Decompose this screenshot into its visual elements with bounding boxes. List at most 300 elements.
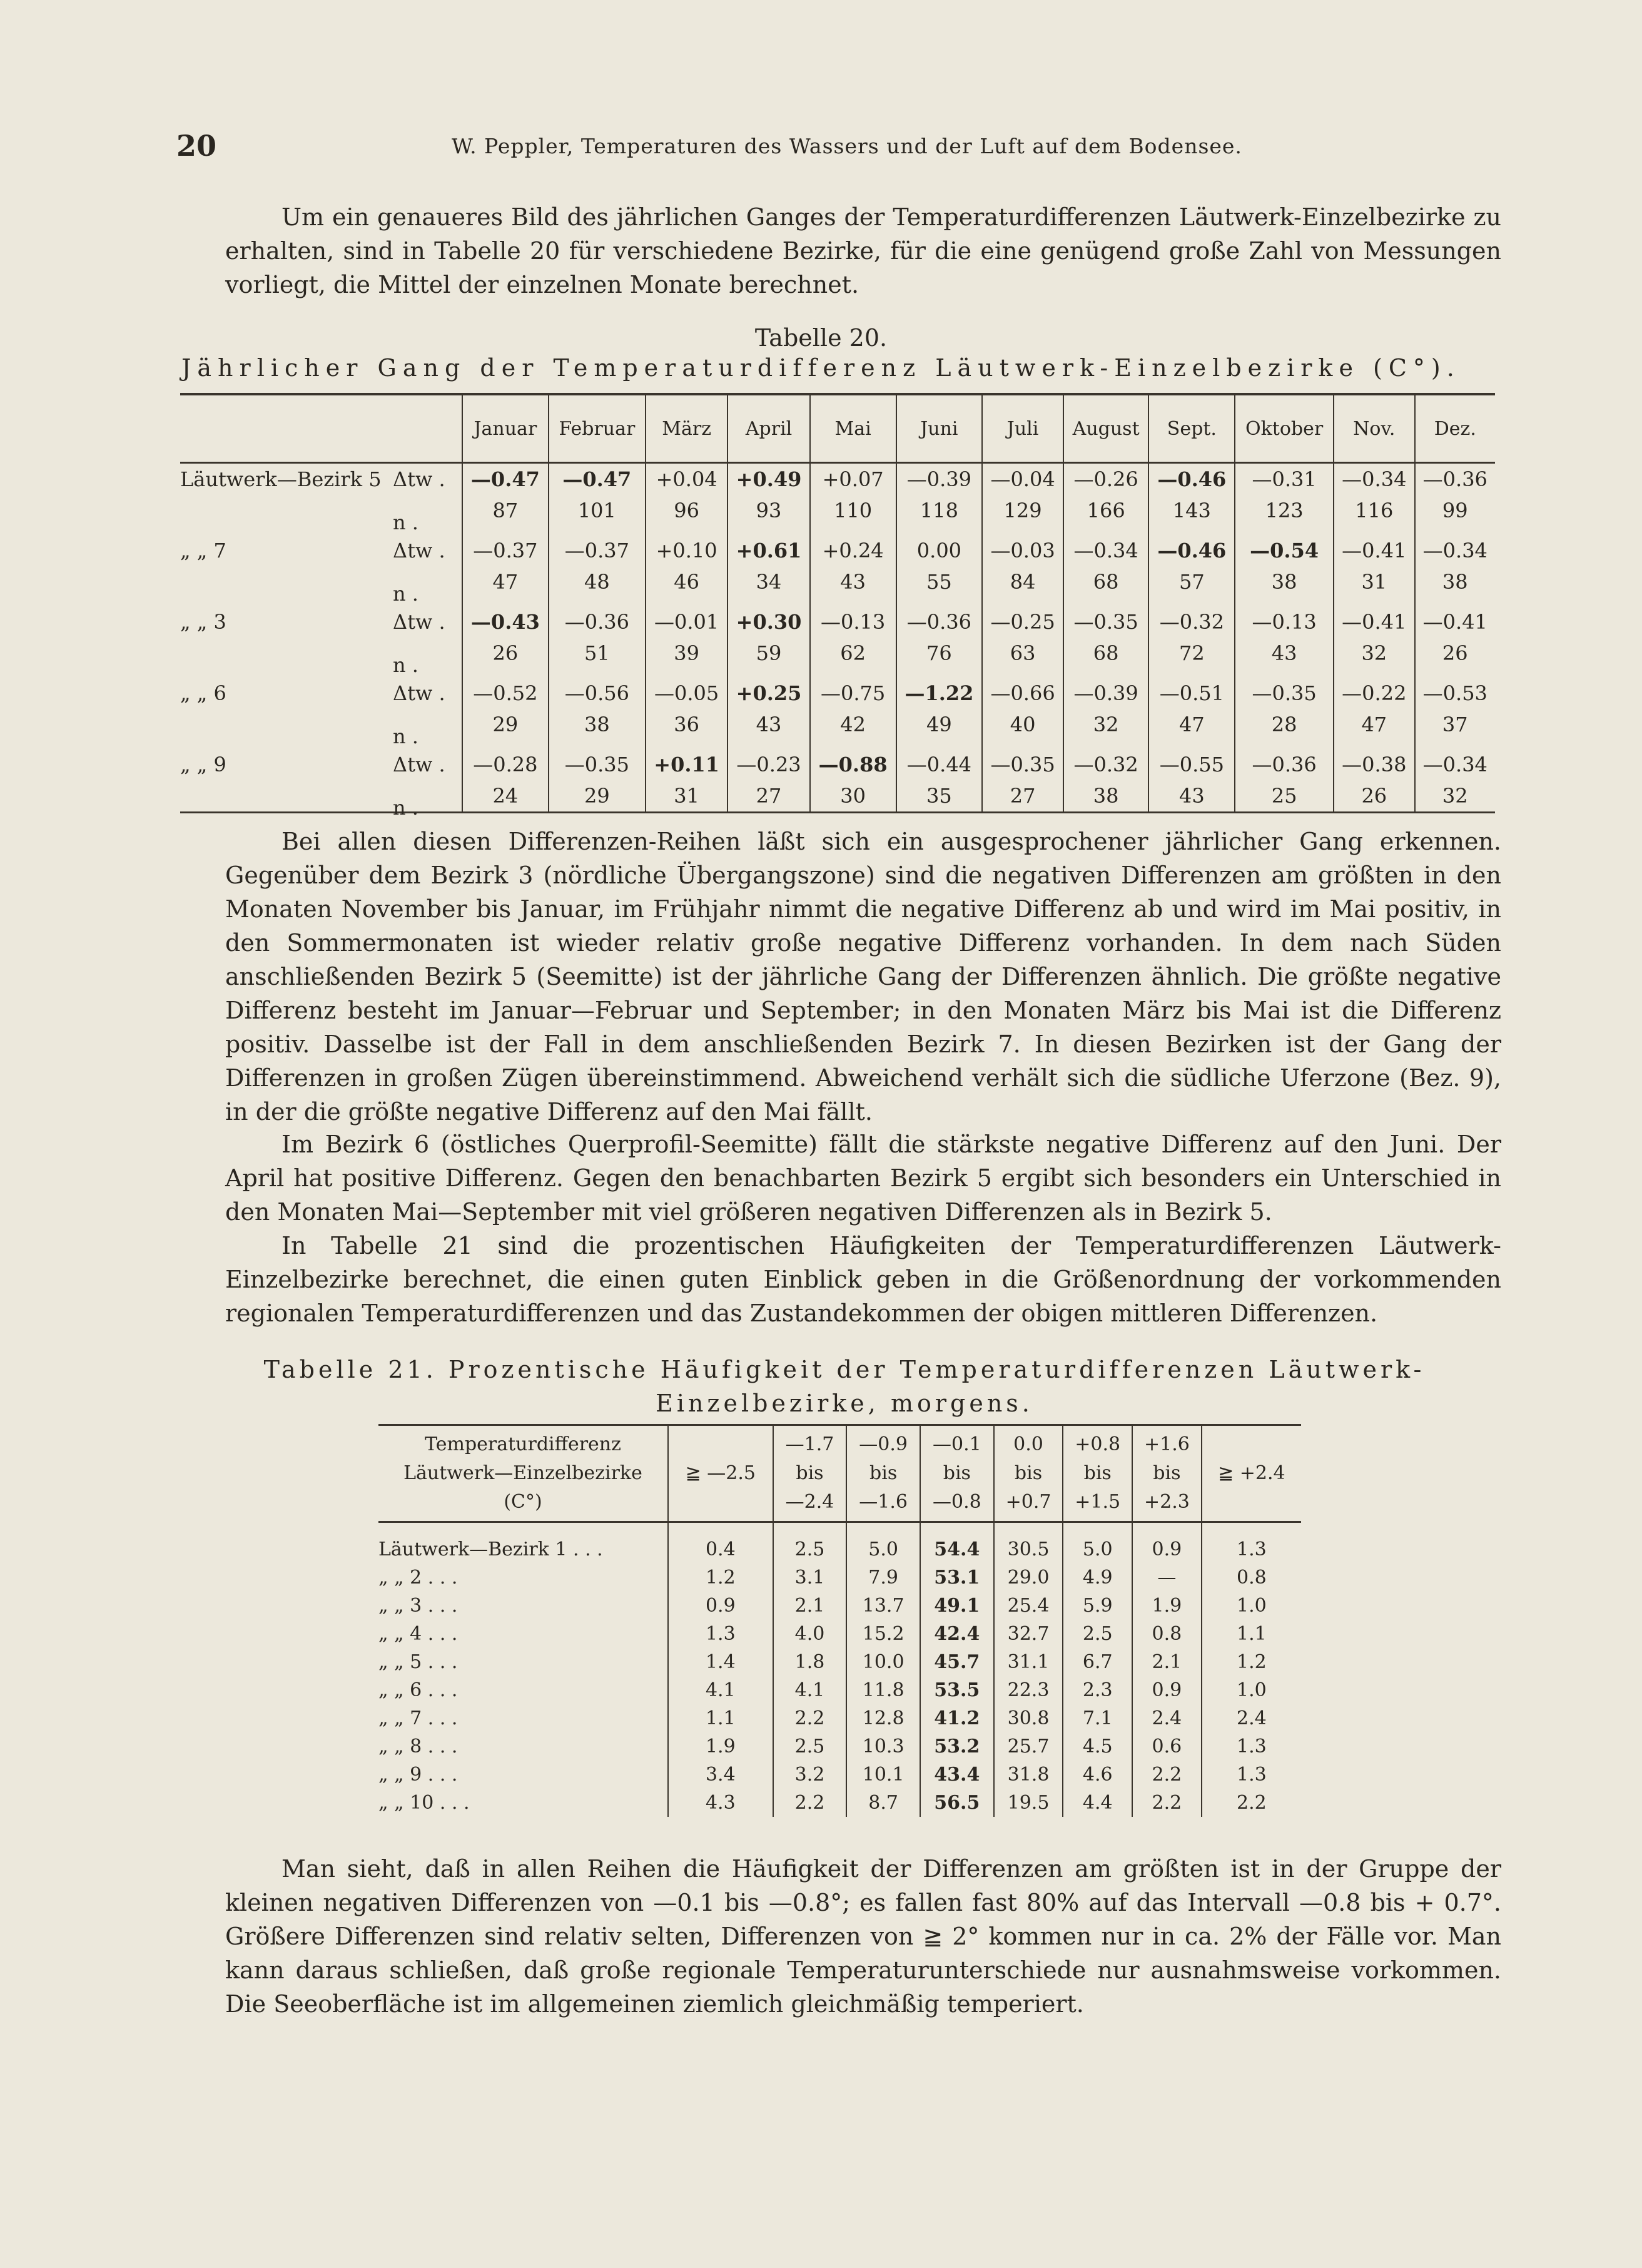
column-header-line: bis — [869, 1462, 898, 1484]
table21-column-header — [1132, 1425, 1202, 1522]
column-header-line: ≧ —2.5 — [685, 1462, 756, 1484]
table20-month-header: Mai — [810, 394, 896, 463]
table20-cell: —0.13 — [1235, 598, 1334, 638]
table20-cell: 42 — [810, 709, 896, 740]
table21-cell: 45.7 — [920, 1648, 994, 1676]
table20-row-label — [180, 495, 462, 534]
paragraph-1: Bei allen diesen Differenzen-Reihen läßt sich ein ausgesprochener jährlicher Gang erkennen. Gegenüber dem Bezirk 3 (nördliche Übergangszone) sind die negativen Differenzen am größten in den Monaten November bis Januar, im Frühjahr nimmt die negative Differenz ab und wird im Mai positiv, in den Sommermonaten ist wieder relativ große negative Differenz vorhanden. In dem nach Süden anschließenden Bezirk 5 (Seemitte) ist der jährliche Gang der Differenzen ähnlich. Die größte negative Differenz besteht im Januar—Februar und September; in den Monaten März bis Mai ist die Differenz positiv. Dasselbe ist der Fall in dem anschließenden Bezirk 7. In diesen Bezirken ist der Gang der Differenzen in großen Zügen übereinstimmend. Abweichend verhält sich die südliche Uferzone (Bez. 9), in der die größte negative Differenz auf den Mai fällt. — [225, 828, 1501, 1126]
table20-cell: —0.26 — [1063, 463, 1149, 496]
table20-cell: 38 — [1415, 566, 1495, 598]
district-label: „ „ 6 — [180, 681, 226, 705]
district-label: „ „ 3 — [180, 610, 226, 634]
table21-cell: 7.1 — [1063, 1704, 1132, 1732]
table20-cell: 166 — [1063, 495, 1149, 526]
table20-cell: 47 — [1334, 709, 1415, 740]
table21-cell: 5.0 — [1063, 1522, 1132, 1564]
table21-cell: 31.1 — [994, 1648, 1063, 1676]
table20-month-header: Januar — [462, 394, 549, 463]
table20-cell: 76 — [896, 638, 983, 669]
table20-cell: 32 — [1334, 638, 1415, 669]
table20-cell: 57 — [1148, 566, 1235, 598]
column-header-line: bis — [943, 1462, 971, 1484]
table20-month-header: Juni — [896, 394, 983, 463]
table20-cell: —0.34 — [1415, 526, 1495, 566]
table21-cell: 6.7 — [1063, 1648, 1132, 1676]
table21-cell: 0.8 — [1202, 1564, 1301, 1592]
table21-column-header — [920, 1425, 994, 1522]
table21-row-label: „ „ 8 . . . — [378, 1736, 458, 1757]
table21-stub-header — [378, 1425, 668, 1522]
table20-cell: +0.04 — [646, 463, 727, 496]
table21-cell: 25.4 — [994, 1592, 1063, 1620]
table21-row — [378, 1564, 1301, 1592]
table21-cell: 4.1 — [773, 1676, 847, 1704]
table20-cell: 93 — [727, 495, 809, 526]
table20-cell: 31 — [646, 780, 727, 813]
table21-row-label: „ „ 3 . . . — [378, 1595, 458, 1617]
table21-cell: 4.5 — [1063, 1732, 1132, 1761]
table21-row — [378, 1648, 1301, 1676]
table20-cell: 116 — [1334, 495, 1415, 526]
table20-row-label — [180, 526, 462, 566]
table21-cell: 1.3 — [1202, 1522, 1301, 1564]
table21-row — [378, 1704, 1301, 1732]
row-kind-label: Δtw . — [393, 467, 445, 491]
table21-cell: 43.4 — [920, 1761, 994, 1789]
page-number: 20 — [176, 129, 217, 163]
column-header-line: ≧ +2.4 — [1218, 1462, 1285, 1484]
table20-cell: —0.22 — [1334, 669, 1415, 709]
table20-cell: 28 — [1235, 709, 1334, 740]
table20-month-header: März — [646, 394, 727, 463]
table21-cell: 4.9 — [1063, 1564, 1132, 1592]
table21-cell: 30.5 — [994, 1522, 1063, 1564]
table21-cell: 1.9 — [668, 1732, 773, 1761]
table21-cell: 0.6 — [1132, 1732, 1202, 1761]
column-header-line: +1.6 — [1143, 1433, 1190, 1455]
table20-header-row — [180, 394, 1495, 463]
row-kind-label: Δtw . — [393, 539, 445, 562]
stub-header-line: Temperaturdifferenz — [425, 1433, 621, 1455]
table21-cell: 8.7 — [846, 1789, 920, 1817]
table20-month-header: Oktober — [1235, 394, 1334, 463]
row-kind-label: Δtw . — [393, 753, 445, 776]
table20-cell: +0.61 — [727, 526, 809, 566]
table20-cell: —0.34 — [1334, 463, 1415, 496]
table21-cell: 1.3 — [1202, 1732, 1301, 1761]
table21-cell: 19.5 — [994, 1789, 1063, 1817]
table21-cell: 0.9 — [668, 1592, 773, 1620]
table20-cell: 38 — [1235, 566, 1334, 598]
table20-cell: —0.35 — [1235, 669, 1334, 709]
column-header-line: bis — [1014, 1462, 1043, 1484]
table21-cell: 15.2 — [846, 1620, 920, 1648]
table20-cell: 29 — [549, 780, 646, 813]
table20-row-n — [180, 780, 1495, 813]
table21-cell: 1.1 — [1202, 1620, 1301, 1648]
column-header-line: —1.6 — [859, 1491, 908, 1513]
table20-cell: 129 — [982, 495, 1063, 526]
table21-cell: 0.4 — [668, 1522, 773, 1564]
table20-cell: —0.54 — [1235, 526, 1334, 566]
table20-month-header: Nov. — [1334, 394, 1415, 463]
table21-cell: 12.8 — [846, 1704, 920, 1732]
table21-cell: 3.1 — [773, 1564, 847, 1592]
table21-cell: 1.2 — [1202, 1648, 1301, 1676]
table20-cell: —0.04 — [982, 463, 1063, 496]
table21-column-header — [1202, 1425, 1301, 1522]
table20-cell: —0.36 — [1415, 463, 1495, 496]
table20-month-header: Juli — [982, 394, 1063, 463]
table21-cell: 2.3 — [1063, 1676, 1132, 1704]
table21-cell: 5.0 — [846, 1522, 920, 1564]
column-header-line: +0.7 — [1005, 1491, 1052, 1513]
table21-cell: 2.2 — [1132, 1789, 1202, 1817]
table20-cell: —0.66 — [982, 669, 1063, 709]
table21-cell: 2.2 — [773, 1789, 847, 1817]
table20-cell: —0.43 — [462, 598, 549, 638]
table-20 — [180, 393, 1495, 820]
table20-cell: 110 — [810, 495, 896, 526]
table21-cell: 2.1 — [773, 1592, 847, 1620]
table20-cell: —0.35 — [549, 740, 646, 780]
table20-cell: —0.28 — [462, 740, 549, 780]
table20-cell: +0.49 — [727, 463, 809, 496]
table21-cell: 25.7 — [994, 1732, 1063, 1761]
table21-cell: 3.4 — [668, 1761, 773, 1789]
table20-cell: —0.39 — [1063, 669, 1149, 709]
table20-cell: 87 — [462, 495, 549, 526]
table20-stub-header — [180, 394, 462, 463]
table20-cell: —0.36 — [1235, 740, 1334, 780]
table20-cell: 27 — [982, 780, 1063, 813]
table20-cell: —0.25 — [982, 598, 1063, 638]
table21-cell: 2.5 — [773, 1522, 847, 1564]
table20-cell: 37 — [1415, 709, 1495, 740]
table20-cell: 0.00 — [896, 526, 983, 566]
table21-row-label: „ „ 2 . . . — [378, 1567, 458, 1589]
table20-cell: 43 — [810, 566, 896, 598]
column-header-line: bis — [1083, 1462, 1112, 1484]
table21-cell: 4.1 — [668, 1676, 773, 1704]
table20-cell: 32 — [1063, 709, 1149, 740]
table20-cell: 84 — [982, 566, 1063, 598]
table21-row-label: „ „ 6 . . . — [378, 1679, 458, 1701]
table21-cell: 10.3 — [846, 1732, 920, 1761]
column-header-line: —0.9 — [859, 1433, 908, 1455]
table20-cell: —0.46 — [1148, 463, 1235, 496]
row-kind-label: n . — [393, 796, 418, 820]
table21-row — [378, 1522, 1301, 1564]
table20-cell: —0.52 — [462, 669, 549, 709]
table20-row-dtw — [180, 740, 1495, 780]
table20-row-n — [180, 709, 1495, 740]
column-header-line: 0.0 — [1013, 1433, 1043, 1455]
intro-paragraph: Um ein genaueres Bild des jährlichen Ganges der Temperaturdifferenzen Läutwerk-Einzelbezirke zu erhalten, sind in Tabelle 20 für verschiedene Bezirke, für die eine genügend große Zahl von Messungen vorliegt, die Mittel der einzelnen Monate berechnet. — [225, 203, 1501, 298]
table20-cell: 51 — [549, 638, 646, 669]
table20-cell: 38 — [1063, 780, 1149, 813]
table21-row-label: „ „ 9 . . . — [378, 1764, 458, 1786]
row-kind-label: n . — [393, 582, 418, 606]
table21-cell: 10.0 — [846, 1648, 920, 1676]
closing-paragraph: Man sieht, daß in allen Reihen die Häufigkeit der Differenzen am größten ist in der Gruppe der kleinen negativen Differenzen von —0.1 bis —0.8°; es fallen fast 80% auf das Intervall —0.8 bis + 0.7°. Größere Differenzen sind relativ selten, Differenzen von ≧ 2° kommen nur in ca. 2% der Fälle vor. Man kann daraus schließen, daß große regionale Temperaturunterschiede nur ausnahmsweise vorkommen. Die Seeoberfläche ist im allgemeinen ziemlich gleichmäßig temperiert. — [225, 1855, 1501, 2018]
table20-row-dtw — [180, 598, 1495, 638]
table21-cell: 2.5 — [1063, 1620, 1132, 1648]
table20-cell: 30 — [810, 780, 896, 813]
table20-cell: —0.41 — [1334, 598, 1415, 638]
table20-cell: —0.56 — [549, 669, 646, 709]
table21-cell: 42.4 — [920, 1620, 994, 1648]
table21-cell: 41.2 — [920, 1704, 994, 1732]
table20-cell: —0.34 — [1415, 740, 1495, 780]
table20-label: Tabelle 20. — [754, 324, 888, 352]
table21-cell: 54.4 — [920, 1522, 994, 1564]
table20-cell: 29 — [462, 709, 549, 740]
table21-row-label: „ „ 4 . . . — [378, 1623, 458, 1645]
district-label: „ „ 9 — [180, 753, 226, 776]
table21-row — [378, 1620, 1301, 1648]
table20-cell: 49 — [896, 709, 983, 740]
table20-row-dtw — [180, 669, 1495, 709]
page-header — [176, 129, 1515, 166]
table21-cell: 5.9 — [1063, 1592, 1132, 1620]
table21-row-label: Läutwerk—Bezirk 1 . . . — [378, 1538, 603, 1560]
table20-cell: 47 — [1148, 709, 1235, 740]
column-header-line: —0.8 — [932, 1491, 981, 1513]
table20-cell: 62 — [810, 638, 896, 669]
district-label: Läutwerk—Bezirk 5 — [180, 467, 382, 491]
table20-title: Jährlicher Gang der Temperaturdifferenz Läutwerk-Einzelbezirke (C°). — [181, 354, 1461, 382]
row-kind-label: n . — [393, 653, 418, 677]
table20-cell: —0.75 — [810, 669, 896, 709]
table20-cell: 96 — [646, 495, 727, 526]
table20-cell: —0.38 — [1334, 740, 1415, 780]
table21-cell: 1.9 — [1132, 1592, 1202, 1620]
table21-cell: 2.1 — [1132, 1648, 1202, 1676]
table20-cell: 38 — [549, 709, 646, 740]
table21-cell: 7.9 — [846, 1564, 920, 1592]
table20-month-header: August — [1063, 394, 1149, 463]
table21-caption: Tabelle 21. Prozentische Häufigkeit der Temperaturdifferenzen Läutwerk-Einzelbezirke, morgens. — [263, 1356, 1426, 1417]
table21-row — [378, 1789, 1301, 1817]
table21-cell: 0.9 — [1132, 1522, 1202, 1564]
table21-cell: 2.2 — [773, 1704, 847, 1732]
table21-cell: 2.4 — [1202, 1704, 1301, 1732]
table21-column-header — [1063, 1425, 1132, 1522]
table21-row — [378, 1592, 1301, 1620]
table21-cell: 1.0 — [1202, 1676, 1301, 1704]
table21-cell: 3.2 — [773, 1761, 847, 1789]
row-kind-label: n . — [393, 511, 418, 534]
table20-row-label — [180, 780, 462, 820]
table21-row — [378, 1761, 1301, 1789]
table20-row-label — [180, 669, 462, 709]
table21-column-header — [668, 1425, 773, 1522]
table21-header-row — [378, 1425, 1301, 1522]
table20-cell: 25 — [1235, 780, 1334, 813]
table20-cell: —0.51 — [1148, 669, 1235, 709]
table20-cell: +0.24 — [810, 526, 896, 566]
table20-cell: —0.55 — [1148, 740, 1235, 780]
table20-cell: 26 — [1334, 780, 1415, 813]
table20-cell: 123 — [1235, 495, 1334, 526]
table21-row-label: „ „ 7 . . . — [378, 1707, 458, 1729]
table20-cell: —0.03 — [982, 526, 1063, 566]
table20-cell: 32 — [1415, 780, 1495, 813]
table20-cell: —0.37 — [549, 526, 646, 566]
table21-cell: — — [1132, 1564, 1202, 1592]
column-header-line: —0.1 — [932, 1433, 981, 1455]
table21-cell: 0.9 — [1132, 1676, 1202, 1704]
table20-cell: +0.11 — [646, 740, 727, 780]
table20-cell: 72 — [1148, 638, 1235, 669]
table21-cell: 13.7 — [846, 1592, 920, 1620]
table21-cell: 0.8 — [1132, 1620, 1202, 1648]
table21-cell: 2.5 — [773, 1732, 847, 1761]
table20-cell: 47 — [462, 566, 549, 598]
table20-cell: —0.53 — [1415, 669, 1495, 709]
table20-month-header: Februar — [549, 394, 646, 463]
table21-cell: 49.1 — [920, 1592, 994, 1620]
table21-cell: 22.3 — [994, 1676, 1063, 1704]
table20-cell: —0.35 — [1063, 598, 1149, 638]
table20-cell: 43 — [1235, 638, 1334, 669]
table20-row-n — [180, 638, 1495, 669]
table20-cell: 59 — [727, 638, 809, 669]
table21-cell: 4.4 — [1063, 1789, 1132, 1817]
table20-cell: 68 — [1063, 566, 1149, 598]
table20-cell: 40 — [982, 709, 1063, 740]
paragraph-2: Im Bezirk 6 (östliches Querprofil-Seemitte) fällt die stärkste negative Differenz auf den Juni. Der April hat positive Differenz. Gegen den benachbarten Bezirk 5 ergibt sich besonders ein Unterschied in den Monaten Mai—September mit viel größeren negativen Differenzen als in Bezirk 5. — [225, 1131, 1501, 1226]
table20-cell: +0.07 — [810, 463, 896, 496]
table20-cell: +0.10 — [646, 526, 727, 566]
table20-cell: —0.37 — [462, 526, 549, 566]
table20-cell: —0.31 — [1235, 463, 1334, 496]
table20-cell: 63 — [982, 638, 1063, 669]
stub-header-line: Läutwerk—Einzelbezirke — [403, 1462, 642, 1484]
table21-cell: 2.2 — [1202, 1789, 1301, 1817]
column-header-line: bis — [1153, 1462, 1181, 1484]
table20-row-n — [180, 495, 1495, 526]
table21-row — [378, 1676, 1301, 1704]
table21-cell: 2.2 — [1132, 1761, 1202, 1789]
table20-cell: —0.47 — [462, 463, 549, 496]
table20-cell: 39 — [646, 638, 727, 669]
table20-cell: 118 — [896, 495, 983, 526]
table20-row-label — [180, 598, 462, 638]
table20-row-label — [180, 638, 462, 677]
table20-cell: +0.30 — [727, 598, 809, 638]
table21-cell: 1.4 — [668, 1648, 773, 1676]
row-kind-label: Δtw . — [393, 610, 445, 634]
table21-cell: 2.4 — [1132, 1704, 1202, 1732]
table21-cell: 32.7 — [994, 1620, 1063, 1648]
table20-cell: —0.88 — [810, 740, 896, 780]
table21-cell: 1.3 — [668, 1620, 773, 1648]
table21-cell: 11.8 — [846, 1676, 920, 1704]
table21-cell: 10.1 — [846, 1761, 920, 1789]
row-kind-label: n . — [393, 725, 418, 748]
table20-month-header: Dez. — [1415, 394, 1495, 463]
table21-cell: 53.1 — [920, 1564, 994, 1592]
table21-cell: 56.5 — [920, 1789, 994, 1817]
table20-cell: —0.36 — [549, 598, 646, 638]
table20-cell: 55 — [896, 566, 983, 598]
table21-cell: 4.6 — [1063, 1761, 1132, 1789]
table21-cell: 30.8 — [994, 1704, 1063, 1732]
table21-cell: 29.0 — [994, 1564, 1063, 1592]
table20-row-label — [180, 709, 462, 748]
table20-cell: —0.47 — [549, 463, 646, 496]
row-kind-label: Δtw . — [393, 681, 445, 705]
table20-cell: 24 — [462, 780, 549, 813]
table20-row-label — [180, 566, 462, 606]
table21-cell: 31.8 — [994, 1761, 1063, 1789]
table20-row-dtw — [180, 463, 1495, 496]
table20-cell: 35 — [896, 780, 983, 813]
table20-cell: 68 — [1063, 638, 1149, 669]
running-title: W. Peppler, Temperaturen des Wassers und der Luft auf dem Bodensee. — [452, 134, 1242, 158]
paragraph-3: In Tabelle 21 sind die prozentischen Häufigkeiten der Temperaturdifferenzen Läutwerk-Einzelbezirke berechnet, die einen guten Einblick geben in die Größenordnung der vorkommenden regionalen Temperaturdifferenzen und das Zustandekommen der obigen mittleren Differenzen. — [225, 1232, 1501, 1327]
table20-cell: 99 — [1415, 495, 1495, 526]
table20-cell: 46 — [646, 566, 727, 598]
table20-month-header: April — [727, 394, 809, 463]
table20-cell: 101 — [549, 495, 646, 526]
table21-row-label: „ „ 5 . . . — [378, 1651, 458, 1673]
table20-month-header: Sept. — [1148, 394, 1235, 463]
table21-cell: 4.3 — [668, 1789, 773, 1817]
table21-cell: 1.2 — [668, 1564, 773, 1592]
column-header-line: +0.8 — [1075, 1433, 1121, 1455]
table20-cell: —0.01 — [646, 598, 727, 638]
table20-cell: 26 — [1415, 638, 1495, 669]
table20-cell: —0.32 — [1063, 740, 1149, 780]
column-header-line: +1.5 — [1075, 1491, 1121, 1513]
table21-cell: 4.0 — [773, 1620, 847, 1648]
table20-cell: 34 — [727, 566, 809, 598]
table20-cell: —1.22 — [896, 669, 983, 709]
table20-cell: +0.25 — [727, 669, 809, 709]
table21-column-header — [994, 1425, 1063, 1522]
table20-row-dtw — [180, 526, 1495, 566]
column-header-line: —2.4 — [785, 1491, 834, 1513]
table21-column-header — [773, 1425, 847, 1522]
table20-cell: 48 — [549, 566, 646, 598]
table20-cell: —0.05 — [646, 669, 727, 709]
table20-cell: —0.35 — [982, 740, 1063, 780]
column-header-line: bis — [796, 1462, 824, 1484]
table20-cell: —0.23 — [727, 740, 809, 780]
stub-header-line: (C°) — [504, 1491, 542, 1513]
table20-cell: —0.41 — [1334, 526, 1415, 566]
district-label: „ „ 7 — [180, 539, 226, 562]
table21-cell: 53.5 — [920, 1676, 994, 1704]
table20-row-n — [180, 566, 1495, 598]
table20-cell: 26 — [462, 638, 549, 669]
table-21 — [378, 1424, 1301, 1817]
table20-cell: —0.32 — [1148, 598, 1235, 638]
column-header-line: —1.7 — [785, 1433, 834, 1455]
table20-cell: 43 — [1148, 780, 1235, 813]
table20-cell: —0.41 — [1415, 598, 1495, 638]
table20-cell: —0.44 — [896, 740, 983, 780]
table20-row-label — [180, 740, 462, 780]
table21-row-label: „ „ 10 . . . — [378, 1792, 470, 1814]
table20-cell: —0.13 — [810, 598, 896, 638]
table20-cell: —0.39 — [896, 463, 983, 496]
table21-row — [378, 1732, 1301, 1761]
table20-cell: —0.46 — [1148, 526, 1235, 566]
